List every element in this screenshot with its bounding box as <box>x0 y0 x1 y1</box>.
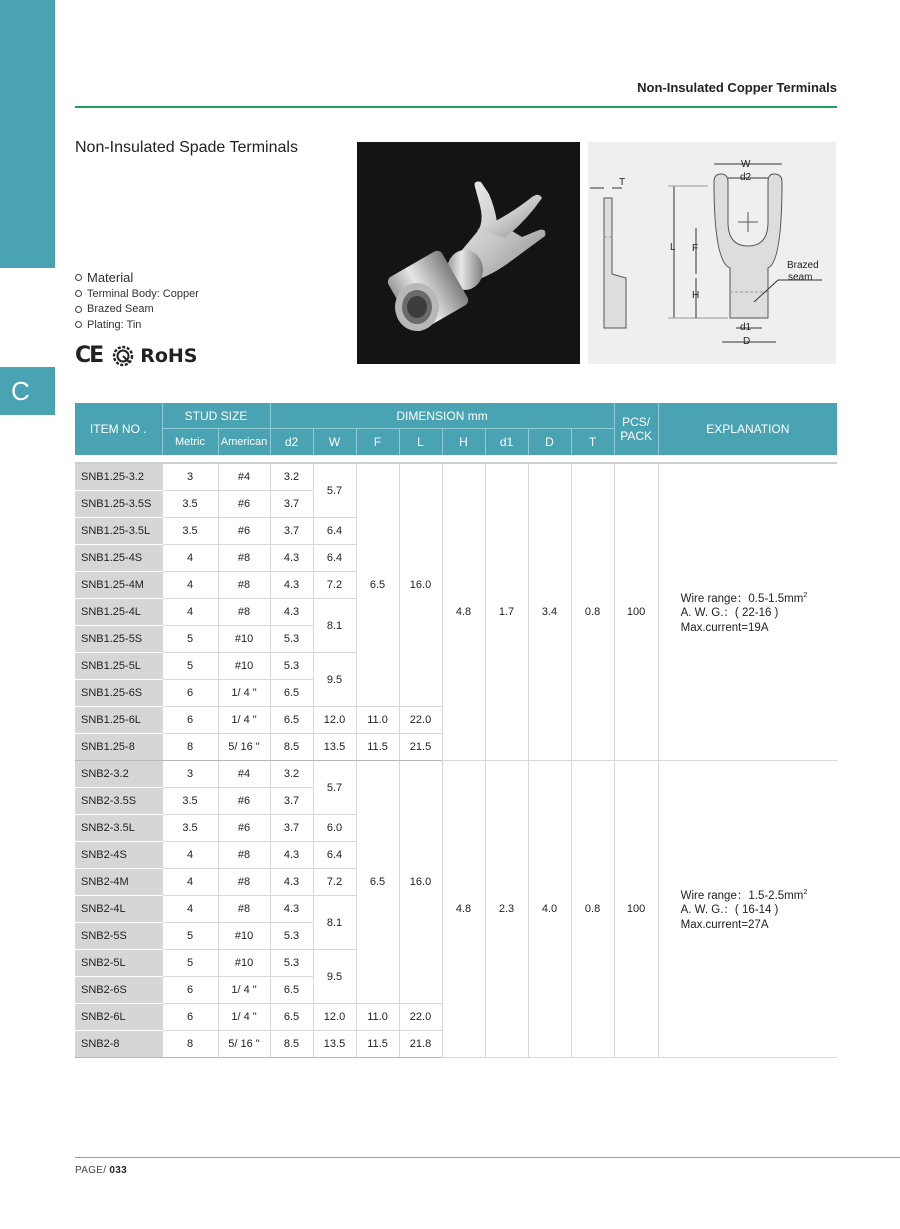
d2-cell: 4.3 <box>270 869 313 896</box>
label-H: H <box>692 290 700 301</box>
w-cell: 9.5 <box>313 950 356 1004</box>
metric-cell: 5 <box>162 653 218 680</box>
american-cell: 5/ 16 " <box>218 734 270 761</box>
certification-marks <box>75 343 197 368</box>
d2-cell: 5.3 <box>270 653 313 680</box>
american-cell: 5/ 16 " <box>218 1031 270 1058</box>
header-rule <box>75 106 837 108</box>
header-pcs-line1: PCS/ <box>622 415 651 429</box>
item-no-cell: SNB1.25-5S <box>75 626 162 653</box>
f-cell: 6.5 <box>356 463 399 707</box>
explanation-cell <box>658 761 837 1058</box>
header-dimension: DIMENSION mm <box>270 403 614 429</box>
header-metric: Metric <box>162 429 218 456</box>
metric-cell: 6 <box>162 977 218 1004</box>
d-cell: 3.4 <box>528 463 571 761</box>
label-W: W <box>741 159 751 170</box>
w-cell: 7.2 <box>313 572 356 599</box>
product-photo <box>357 142 580 364</box>
wire-range-exponent: 2 <box>803 591 808 599</box>
d2-cell: 3.7 <box>270 518 313 545</box>
american-cell: 1/ 4 " <box>218 977 270 1004</box>
header-w: W <box>313 429 356 456</box>
header-stud-size: STUD SIZE <box>162 403 270 429</box>
american-cell: #6 <box>218 491 270 518</box>
l-cell: 16.0 <box>399 761 442 1004</box>
f-cell: 11.5 <box>356 734 399 761</box>
table-row <box>75 761 837 788</box>
d2-cell: 4.3 <box>270 572 313 599</box>
max-current: Max.current=19A <box>680 622 769 635</box>
header-d2: d2 <box>270 429 313 456</box>
header-explanation: EXPLANATION <box>658 403 837 455</box>
section-tab: C <box>0 367 55 415</box>
rohs-mark: RoHS <box>140 344 198 367</box>
d2-cell: 3.2 <box>270 463 313 491</box>
w-cell: 13.5 <box>313 1031 356 1058</box>
d2-cell: 5.3 <box>270 626 313 653</box>
page-footer <box>75 1165 127 1176</box>
l-cell: 21.5 <box>399 734 442 761</box>
metric-cell: 4 <box>162 599 218 626</box>
metric-cell: 3.5 <box>162 491 218 518</box>
header-d1: d1 <box>485 429 528 456</box>
pcs-cell: 100 <box>614 761 658 1058</box>
header-gap <box>75 455 837 463</box>
feature-text: Terminal Body: Copper <box>87 287 199 300</box>
metric-cell: 3 <box>162 463 218 491</box>
d2-cell: 3.7 <box>270 491 313 518</box>
metric-cell: 5 <box>162 950 218 977</box>
d2-cell: 6.5 <box>270 680 313 707</box>
metric-cell: 4 <box>162 545 218 572</box>
american-cell: #6 <box>218 815 270 842</box>
header-h: H <box>442 429 485 456</box>
t-cell: 0.8 <box>571 463 614 761</box>
list-item <box>75 302 199 318</box>
d2-cell: 8.5 <box>270 734 313 761</box>
header-f: F <box>356 429 399 456</box>
material-heading <box>75 268 199 286</box>
w-cell: 12.0 <box>313 1004 356 1031</box>
item-no-cell: SNB2-4S <box>75 842 162 869</box>
list-item <box>75 286 199 302</box>
w-cell: 5.7 <box>313 761 356 815</box>
awg-range: A. W. G.：( 16-14 ) <box>680 904 779 917</box>
wire-range-text: Wire range：0.5-1.5mm <box>680 592 804 605</box>
item-no-cell: SNB2-5S <box>75 923 162 950</box>
item-no-cell: SNB1.25-4S <box>75 545 162 572</box>
ce-mark: CE <box>75 343 103 368</box>
footer-rule <box>75 1157 900 1158</box>
metric-cell: 3 <box>162 761 218 788</box>
metric-cell: 3.5 <box>162 788 218 815</box>
d2-cell: 4.3 <box>270 545 313 572</box>
footer-label: PAGE/ <box>75 1165 110 1176</box>
d2-cell: 6.5 <box>270 977 313 1004</box>
d-cell: 4.0 <box>528 761 571 1058</box>
item-no-cell: SNB2-3.5S <box>75 788 162 815</box>
max-current: Max.current=27A <box>680 919 769 932</box>
metric-cell: 6 <box>162 707 218 734</box>
f-cell: 11.0 <box>356 1004 399 1031</box>
wire-range-text: Wire range：1.5-2.5mm <box>680 889 804 902</box>
american-cell: #10 <box>218 653 270 680</box>
l-cell: 16.0 <box>399 463 442 707</box>
h-cell: 4.8 <box>442 761 485 1058</box>
l-cell: 22.0 <box>399 1004 442 1031</box>
list-item <box>75 317 199 333</box>
d2-cell: 6.5 <box>270 1004 313 1031</box>
header-d: D <box>528 429 571 456</box>
w-cell: 5.7 <box>313 463 356 518</box>
wire-range <box>681 885 838 904</box>
label-d2: d2 <box>740 172 752 183</box>
american-cell: #4 <box>218 761 270 788</box>
metric-cell: 4 <box>162 572 218 599</box>
item-no-cell: SNB1.25-8 <box>75 734 162 761</box>
w-cell: 13.5 <box>313 734 356 761</box>
item-no-cell: SNB1.25-5L <box>75 653 162 680</box>
material-list <box>75 268 199 333</box>
american-cell: #8 <box>218 545 270 572</box>
metric-cell: 3.5 <box>162 815 218 842</box>
header-item: ITEM NO . <box>75 403 162 455</box>
header-pcs-pack <box>614 403 658 455</box>
item-no-cell: SNB1.25-4M <box>75 572 162 599</box>
awg-range: A. W. G.：( 22-16 ) <box>680 607 779 620</box>
drawing-svg <box>588 142 836 364</box>
american-cell: #8 <box>218 896 270 923</box>
item-no-cell: SNB2-6S <box>75 977 162 1004</box>
metric-cell: 5 <box>162 626 218 653</box>
item-no-cell: SNB2-5L <box>75 950 162 977</box>
american-cell: #10 <box>218 950 270 977</box>
table-row <box>75 463 837 491</box>
d2-cell: 8.5 <box>270 1031 313 1058</box>
american-cell: 1/ 4 " <box>218 1004 270 1031</box>
label-d1: d1 <box>740 322 752 333</box>
american-cell: #8 <box>218 842 270 869</box>
item-no-cell: SNB1.25-6S <box>75 680 162 707</box>
w-cell: 6.4 <box>313 545 356 572</box>
pcs-cell: 100 <box>614 463 658 761</box>
american-cell: #8 <box>218 572 270 599</box>
h-cell: 4.8 <box>442 463 485 761</box>
l-cell: 21.8 <box>399 1031 442 1058</box>
metric-cell: 4 <box>162 842 218 869</box>
explanation-cell <box>658 463 837 761</box>
dimension-drawing <box>588 142 836 364</box>
spec-table <box>75 403 837 1058</box>
side-color-bar <box>0 0 55 268</box>
header-title: Non-Insulated Copper Terminals <box>637 80 837 95</box>
wire-range-exponent: 2 <box>803 888 808 896</box>
d1-cell: 2.3 <box>485 761 528 1058</box>
american-cell: #8 <box>218 869 270 896</box>
header-pcs-line2: PACK <box>620 429 652 443</box>
item-no-cell: SNB1.25-3.5S <box>75 491 162 518</box>
feature-text: Plating: Tin <box>87 318 142 331</box>
metric-cell: 8 <box>162 1031 218 1058</box>
f-cell: 11.5 <box>356 1031 399 1058</box>
item-no-cell: SNB2-3.5L <box>75 815 162 842</box>
d2-cell: 4.3 <box>270 896 313 923</box>
d1-cell: 1.7 <box>485 463 528 761</box>
wire-range <box>681 588 838 607</box>
d2-cell: 3.7 <box>270 788 313 815</box>
bullet-icon <box>75 321 82 328</box>
metric-cell: 5 <box>162 923 218 950</box>
item-no-cell: SNB1.25-6L <box>75 707 162 734</box>
item-no-cell: SNB1.25-4L <box>75 599 162 626</box>
item-no-cell: SNB2-6L <box>75 1004 162 1031</box>
f-cell: 6.5 <box>356 761 399 1004</box>
t-cell: 0.8 <box>571 761 614 1058</box>
header-l: L <box>399 429 442 456</box>
header-american: American <box>218 429 270 456</box>
w-cell: 8.1 <box>313 599 356 653</box>
spec-table-body <box>75 463 837 1058</box>
item-no-cell: SNB1.25-3.5L <box>75 518 162 545</box>
item-no-cell: SNB1.25-3.2 <box>75 463 162 491</box>
metric-cell: 6 <box>162 1004 218 1031</box>
american-cell: #8 <box>218 599 270 626</box>
d2-cell: 5.3 <box>270 950 313 977</box>
american-cell: 1/ 4 " <box>218 680 270 707</box>
w-cell: 6.4 <box>313 518 356 545</box>
label-T: T <box>619 177 626 188</box>
american-cell: #4 <box>218 463 270 491</box>
w-cell: 7.2 <box>313 869 356 896</box>
f-cell: 11.0 <box>356 707 399 734</box>
label-L: L <box>670 242 676 253</box>
w-cell: 6.4 <box>313 842 356 869</box>
w-cell: 12.0 <box>313 707 356 734</box>
bullet-icon <box>75 274 82 281</box>
metric-cell: 3.5 <box>162 518 218 545</box>
material-heading-text: Material <box>87 269 134 285</box>
w-cell: 9.5 <box>313 653 356 707</box>
page-number: 033 <box>109 1165 127 1176</box>
metric-cell: 8 <box>162 734 218 761</box>
d2-cell: 3.2 <box>270 761 313 788</box>
item-no-cell: SNB2-3.2 <box>75 761 162 788</box>
label-D: D <box>743 336 751 347</box>
american-cell: 1/ 4 " <box>218 707 270 734</box>
label-seam: seam <box>788 272 813 283</box>
american-cell: #10 <box>218 923 270 950</box>
american-cell: #6 <box>218 518 270 545</box>
american-cell: #6 <box>218 788 270 815</box>
label-brazed: Brazed <box>787 260 819 271</box>
item-no-cell: SNB2-8 <box>75 1031 162 1058</box>
spade-terminal-photo <box>357 142 580 364</box>
d2-cell: 6.5 <box>270 707 313 734</box>
ul-gear-icon <box>112 345 134 367</box>
metric-cell: 6 <box>162 680 218 707</box>
d2-cell: 4.3 <box>270 599 313 626</box>
feature-text: Brazed Seam <box>87 303 154 316</box>
header-t: T <box>571 429 614 456</box>
d2-cell: 4.3 <box>270 842 313 869</box>
w-cell: 6.0 <box>313 815 356 842</box>
metric-cell: 4 <box>162 869 218 896</box>
d2-cell: 5.3 <box>270 923 313 950</box>
w-cell: 8.1 <box>313 896 356 950</box>
label-F: F <box>692 243 699 254</box>
d2-cell: 3.7 <box>270 815 313 842</box>
section-title: Non-Insulated Spade Terminals <box>75 139 298 156</box>
bullet-icon <box>75 290 82 297</box>
item-no-cell: SNB2-4M <box>75 869 162 896</box>
bullet-icon <box>75 306 82 313</box>
metric-cell: 4 <box>162 896 218 923</box>
american-cell: #10 <box>218 626 270 653</box>
l-cell: 22.0 <box>399 707 442 734</box>
item-no-cell: SNB2-4L <box>75 896 162 923</box>
